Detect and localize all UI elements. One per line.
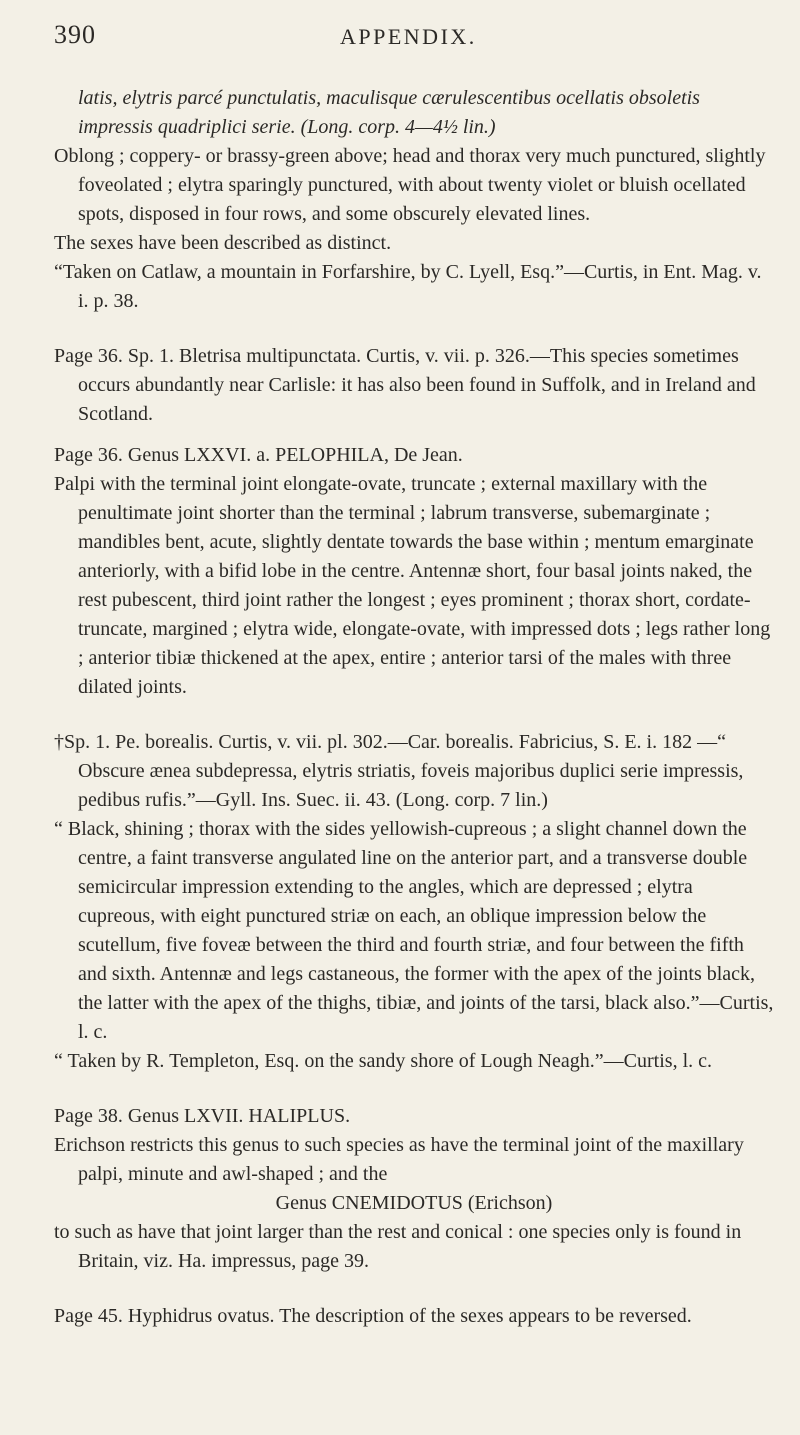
genus-heading-haliplus: Page 38. Genus LXVII. HALIPLUS. <box>54 1105 351 1127</box>
hyphidrus-entry: Page 45. Hyphidrus ovatus. The description of the sexes appears to be reversed. <box>54 1305 692 1327</box>
borealis-locality-quote: “ Taken by R. Templeton, Esq. on the sandy shore of Lough Neagh.”—Curtis, l. c. <box>54 1050 713 1072</box>
body-text <box>54 84 774 1331</box>
species-entry-borealis: †Sp. 1. Pe. borealis. Curtis, v. vii. pl. 302.—Car. borealis. Fabricius, S. E. i. 182 —“ Obscure ænea subdepressa, elytris striatis, foveis majoribus duplici serie impressis, pedibus rufis.”—Gyll. Ins. Suec. ii. 43. (Long. corp. 7 lin.) <box>54 731 744 811</box>
blethisa-entry: Page 36. Sp. 1. Bletrisa multipunctata. Curtis, v. vii. p. 326.—This species sometimes occurs abundantly near Carlisle: it has also been found in Suffolk, and in Ireland and Scotland. <box>54 345 756 425</box>
borealis-description-quote: “ Black, shining ; thorax with the sides yellowish-cupreous ; a slight channel down the centre, a faint transverse angulated line on the anterior part, and a transverse double semicircular impression extending to the angles, which are depressed ; elytra cupreous, with eight punctured striæ on each, an oblique impression below the scutellum, five foveæ between the third and fourth striæ, and four between the fifth and sixth. Antennæ and legs castaneous, the former with the apex of the joints black, the latter with the apex of the thighs, tibiæ, and joints of the tarsi, black also.”—Curtis, l. c. <box>54 818 774 1043</box>
sexes-note: The sexes have been described as distinct. <box>54 232 392 254</box>
running-head: APPENDIX. <box>340 24 477 49</box>
latin-description-continued: latis, elytris parcé punctulatis, maculisque cærulescentibus ocellatis obsoletis impressis quadriplici serie. (Long. corp. 4—4½ lin.) <box>78 87 700 138</box>
cnemidotus-note: to such as have that joint larger than the rest and conical : one species only is found in Britain, viz. Ha. impressus, page 39. <box>54 1221 742 1272</box>
species-description: Oblong ; coppery- or brassy-green above; head and thorax very much punctured, slightly foveolated ; elytra sparingly punctured, with about twenty violet or bluish ocellated spots, disposed in four rows, and some obscurely elevated lines. <box>54 145 766 225</box>
genus-heading-cnemidotus: Genus CNEMIDOTUS (Erichson) <box>275 1192 553 1214</box>
locality-quote: “Taken on Catlaw, a mountain in Forfarshire, by C. Lyell, Esq.”—Curtis, in Ent. Mag. v. i. p. 38. <box>54 261 762 312</box>
genus-heading-pelophila: Page 36. Genus LXXVI. a. PELOPHILA, De Jean. <box>54 444 463 466</box>
genus-characters: Palpi with the terminal joint elongate-ovate, truncate ; external maxillary with the penultimate joint shorter than the terminal ; labrum transverse, subemarginate ; mandibles bent, acute, slightly dentate towards the base within ; mentum emarginate anteriorly, with a bifid lobe in the centre. Antennæ short, four basal joints naked, the rest pubescent, third joint rather the longest ; eyes prominent ; thorax short, cordate-truncate, margined ; elytra wide, elongate-ovate, with impressed dots ; legs rather long ; anterior tibiæ thickened at the apex, entire ; anterior tarsi of the males with three dilated joints. <box>54 473 771 698</box>
page-header <box>54 20 746 50</box>
page-number: 390 <box>54 20 96 49</box>
erichson-note: Erichson restricts this genus to such species as have the terminal joint of the maxillary palpi, minute and awl-shaped ; and the <box>54 1134 744 1185</box>
